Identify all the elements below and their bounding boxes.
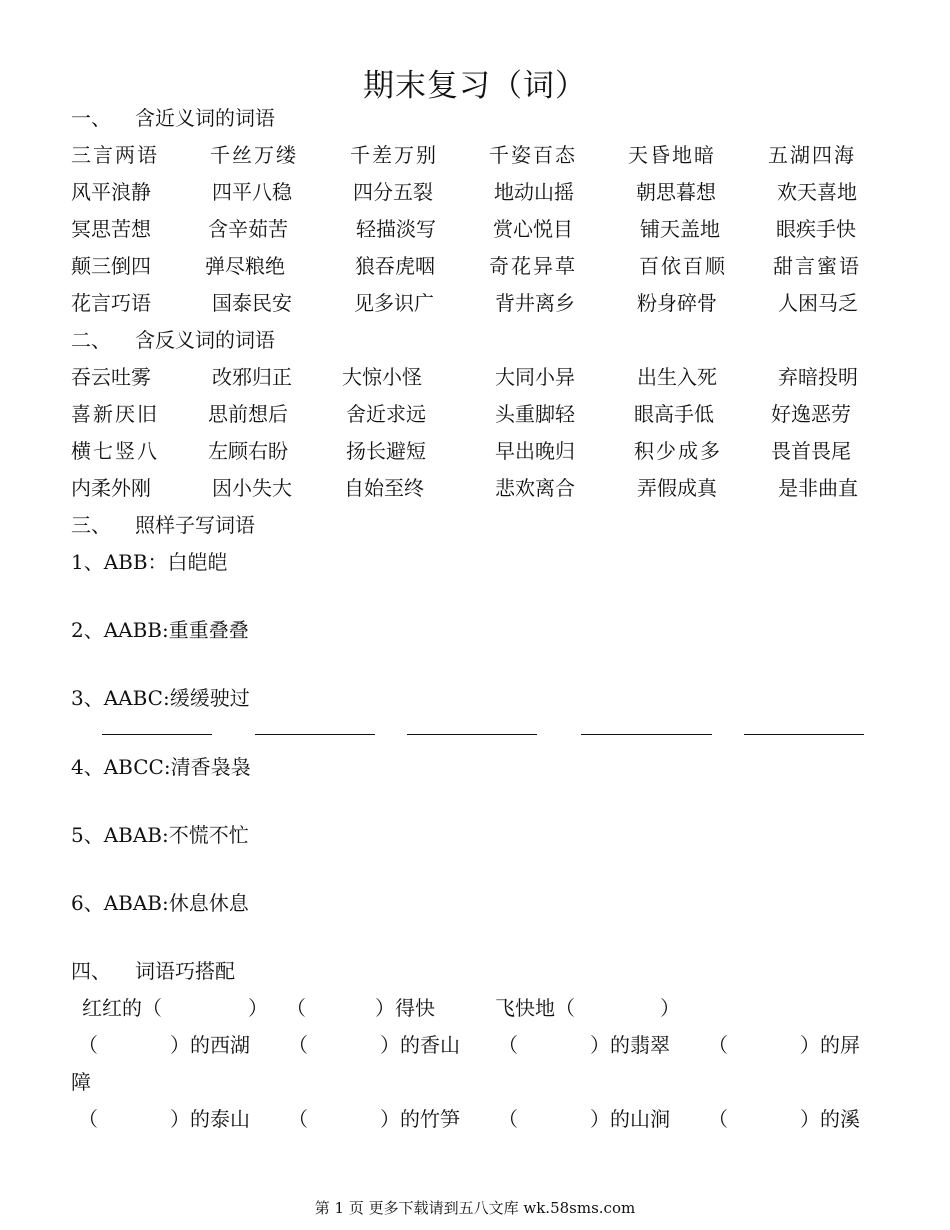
match-text: （ xyxy=(288,1033,308,1057)
section-label: 含反义词的词语 xyxy=(135,328,275,352)
idiom: 铺天盖地 xyxy=(640,217,720,241)
matching-row xyxy=(78,1103,868,1133)
idiom: 千差万别 xyxy=(350,143,438,167)
match-text: （ xyxy=(288,1107,308,1131)
idiom: 大同小异 xyxy=(495,365,575,389)
synonym-row xyxy=(71,287,866,317)
idiom: 大惊小怪 xyxy=(342,365,422,389)
match-text: ）的山涧 xyxy=(590,1107,670,1131)
pattern-item: 4、ABCC:清香袅袅 xyxy=(71,755,251,779)
section-number: 三、 xyxy=(71,513,111,537)
idiom: 地动山摇 xyxy=(494,180,574,204)
idiom: 左顾右盼 xyxy=(208,439,288,463)
idiom: 弄假成真 xyxy=(637,476,717,500)
section-heading-patterns xyxy=(71,509,255,538)
match-text: （ xyxy=(78,1107,98,1131)
idiom: 吞云吐雾 xyxy=(71,365,151,389)
idiom: 欢天喜地 xyxy=(777,180,857,204)
idiom: 四平八稳 xyxy=(212,180,292,204)
idiom: 轻描淡写 xyxy=(356,217,436,241)
match-text: ）的竹笋 xyxy=(380,1107,460,1131)
idiom: 舍近求远 xyxy=(346,402,426,426)
idiom: 含辛茹苦 xyxy=(208,217,288,241)
idiom: 扬长避短 xyxy=(346,439,426,463)
idiom: 头重脚轻 xyxy=(495,402,575,426)
synonym-row xyxy=(71,176,866,206)
pattern-item: 3、AABC:缓缓驶过 xyxy=(71,686,250,710)
idiom: 天昏地暗 xyxy=(628,143,716,167)
idiom: 思前想后 xyxy=(208,402,288,426)
match-text: （ xyxy=(498,1033,518,1057)
page-title: 期末复习（词） xyxy=(363,68,587,104)
matching-row xyxy=(78,1029,868,1059)
match-text: 飞快地（ xyxy=(495,996,575,1020)
answer-blank[interactable] xyxy=(581,734,712,735)
synonym-row xyxy=(71,139,866,169)
idiom: 自始至终 xyxy=(344,476,424,500)
idiom: 四分五裂 xyxy=(353,180,433,204)
answer-blank[interactable] xyxy=(407,734,537,735)
idiom: 畏首畏尾 xyxy=(771,439,851,463)
section-number: 四、 xyxy=(71,959,111,983)
match-text: ）的溪 xyxy=(800,1107,860,1131)
idiom: 眼疾手快 xyxy=(776,217,856,241)
idiom: 国泰民安 xyxy=(212,291,292,315)
match-text: ）的泰山 xyxy=(170,1107,250,1131)
idiom: 千姿百态 xyxy=(489,143,577,167)
match-wrap-text: 障 xyxy=(71,1070,91,1094)
section-heading-antonyms xyxy=(71,324,275,353)
idiom: 五湖四海 xyxy=(768,143,856,167)
idiom: 因小失大 xyxy=(212,476,292,500)
section-number: 二、 xyxy=(71,328,111,352)
page-footer: 第 1 页 更多下载请到五八文库 wk.58sms.com xyxy=(314,1199,636,1217)
match-text: ） xyxy=(248,996,268,1020)
pattern-item: 1、ABB：白皑皑 xyxy=(71,550,228,574)
answer-blank[interactable] xyxy=(744,734,864,735)
section-number: 一、 xyxy=(71,106,111,130)
idiom: 是非曲直 xyxy=(778,476,858,500)
section-heading-matching xyxy=(71,955,235,984)
idiom: 狼吞虎咽 xyxy=(355,254,435,278)
match-text: 红红的（ xyxy=(82,996,162,1020)
idiom: 奇花异草 xyxy=(489,254,577,278)
idiom: 粉身碎骨 xyxy=(637,291,717,315)
idiom: 喜新厌旧 xyxy=(71,402,159,426)
section-heading-synonyms xyxy=(71,102,275,131)
match-text: （ xyxy=(708,1033,728,1057)
idiom: 横七竖八 xyxy=(71,439,159,463)
idiom: 眼高手低 xyxy=(634,402,714,426)
match-text: （ xyxy=(498,1107,518,1131)
match-text: ）的屏 xyxy=(800,1033,860,1057)
idiom: 风平浪静 xyxy=(71,180,151,204)
pattern-item: 6、ABAB:休息休息 xyxy=(71,891,249,915)
idiom: 人困马乏 xyxy=(778,291,858,315)
match-text: ）的西湖 xyxy=(170,1033,250,1057)
idiom: 积少成多 xyxy=(634,439,722,463)
section-label: 含近义词的词语 xyxy=(135,106,275,130)
idiom: 悲欢离合 xyxy=(495,476,575,500)
idiom: 甜言蜜语 xyxy=(773,254,861,278)
match-text: （ xyxy=(286,996,306,1020)
matching-row xyxy=(82,992,862,1022)
match-text: ）的香山 xyxy=(380,1033,460,1057)
idiom: 早出晚归 xyxy=(495,439,575,463)
idiom: 冥思苦想 xyxy=(71,217,151,241)
idiom: 千丝万缕 xyxy=(210,143,298,167)
idiom: 颠三倒四 xyxy=(71,254,151,278)
idiom: 改邪归正 xyxy=(212,365,292,389)
idiom: 内柔外刚 xyxy=(71,476,151,500)
idiom: 出生入死 xyxy=(637,365,717,389)
idiom: 弹尽粮绝 xyxy=(205,254,285,278)
idiom: 花言巧语 xyxy=(71,291,151,315)
match-text: （ xyxy=(708,1107,728,1131)
answer-blank[interactable] xyxy=(255,734,375,735)
idiom: 百依百顺 xyxy=(639,254,727,278)
synonym-row xyxy=(71,213,866,243)
idiom: 背井离乡 xyxy=(495,291,575,315)
pattern-item: 5、ABAB:不慌不忙 xyxy=(71,823,249,847)
idiom: 三言两语 xyxy=(71,143,159,167)
synonym-row xyxy=(71,250,866,280)
antonym-row xyxy=(71,361,866,391)
antonym-row xyxy=(71,398,866,428)
pattern-item: 2、AABB:重重叠叠 xyxy=(71,618,249,642)
antonym-row xyxy=(71,472,866,502)
section-label: 照样子写词语 xyxy=(135,513,255,537)
idiom: 弃暗投明 xyxy=(778,365,858,389)
idiom: 赏心悦目 xyxy=(493,217,573,241)
match-text: ）得快 xyxy=(375,996,435,1020)
idiom: 朝思暮想 xyxy=(636,180,716,204)
antonym-row xyxy=(71,435,866,465)
answer-blank[interactable] xyxy=(102,734,212,735)
match-text: （ xyxy=(78,1033,98,1057)
match-text: ）的翡翠 xyxy=(590,1033,670,1057)
section-label: 词语巧搭配 xyxy=(135,959,235,983)
idiom: 见多识广 xyxy=(354,291,434,315)
idiom: 好逸恶劳 xyxy=(771,402,851,426)
match-text: ） xyxy=(660,996,680,1020)
